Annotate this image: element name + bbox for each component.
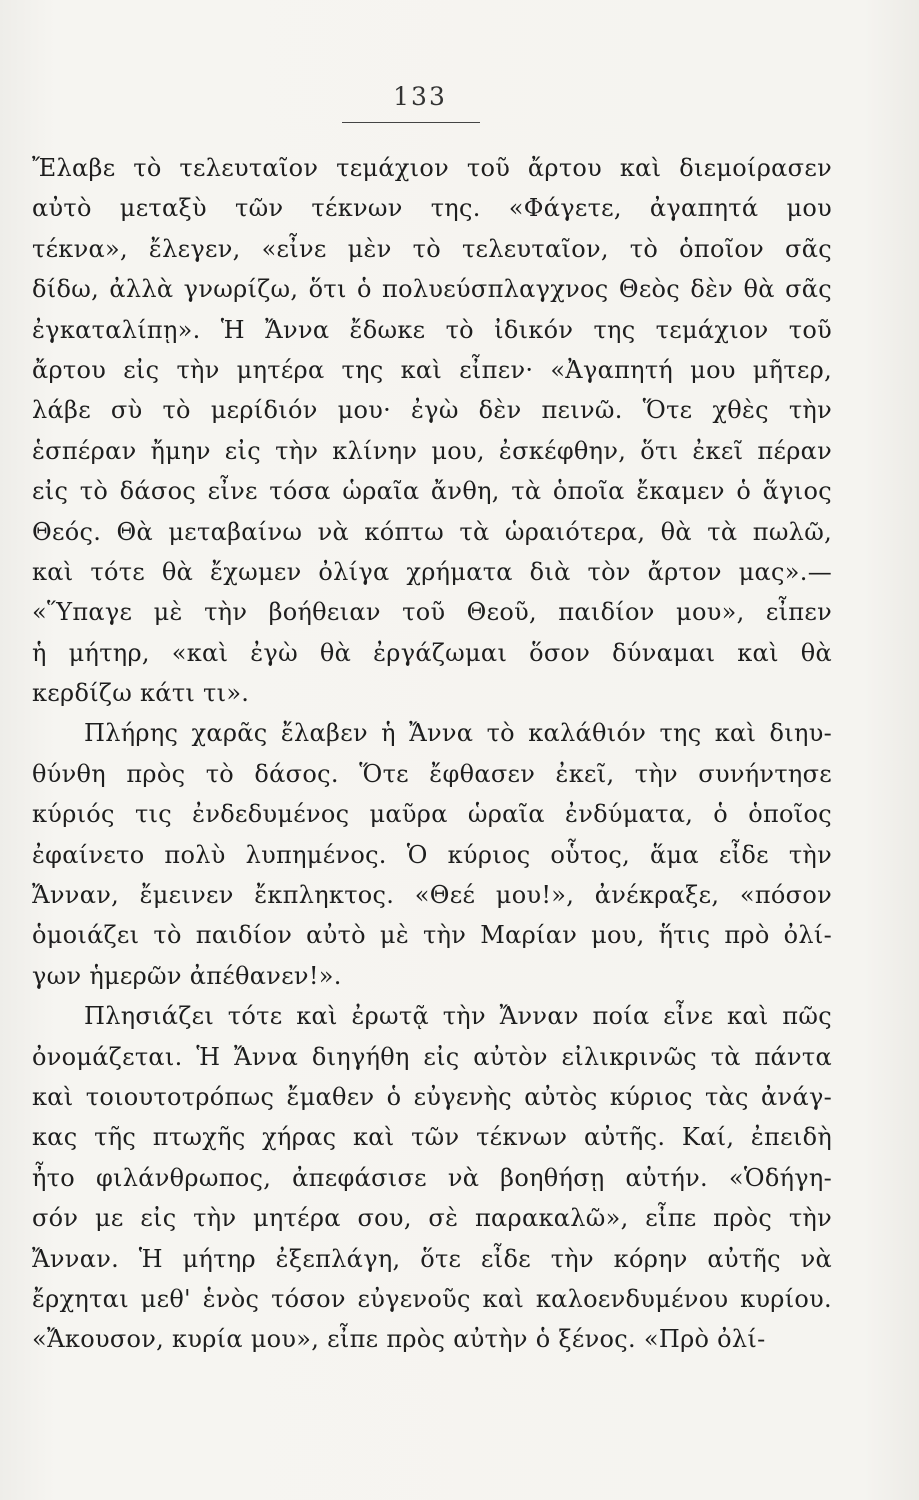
text-line: ἔρχηται μεθ' ἑνὸς τόσον εὐγενοῦς καὶ καλοενδυμένου κυρίου. [32, 1284, 832, 1313]
text-line: δίδω, ἀλλὰ γνωρίζω, ὅτι ὁ πολυεύσπλαγχνος Θεὸς δὲν θὰ σᾶς [32, 275, 832, 304]
text-line: γων ἡμερῶν ἀπέθανεν!». [32, 961, 342, 990]
text-line: Ἄνναν. Ἡ μήτηρ ἐξεπλάγη, ὅτε εἶδε τὴν κόρην αὐτῆς νὰ [32, 1244, 832, 1273]
text-line: καὶ τότε θὰ ἔχωμεν ὀλίγα χρήματα διὰ τὸν ἄρτον μας».— [32, 557, 832, 586]
paragraph [32, 148, 832, 713]
text-line: τέκνα», ἔλεγεν, «εἶνε μὲν τὸ τελευταῖον, τὸ ὁποῖον σᾶς [32, 234, 832, 263]
text-line: «Ἄκουσον, κυρία μου», εἶπε πρὸς αὐτὴν ὁ ξένος. «Πρὸ ὀλί- [32, 1325, 766, 1354]
paragraph [32, 996, 832, 1360]
text-line: ἐφαίνετο πολὺ λυπημένος. Ὁ κύριος οὗτος, ἅμα εἶδε τὴν [32, 840, 832, 869]
text-line: θύνθη πρὸς τὸ δάσος. Ὅτε ἔφθασεν ἐκεῖ, τὴν συνήντησε [32, 759, 832, 788]
page-number: 133 [393, 82, 447, 111]
page-number-rule [342, 122, 480, 123]
text-line: Θεός. Θὰ μεταβαίνω νὰ κόπτω τὰ ὡραιότερα, θὰ τὰ πωλῶ, [32, 517, 832, 546]
text-line: Πλήρης χαρᾶς ἔλαβεν ἡ Ἄννα τὸ καλάθιόν της καὶ διηυ- [84, 719, 832, 748]
text-line: «Ὕπαγε μὲ τὴν βοήθειαν τοῦ Θεοῦ, παιδίον μου», εἶπεν [32, 598, 832, 627]
text-line: ὁμοιάζει τὸ παιδίον αὐτὸ μὲ τὴν Μαρίαν μου, ἥτις πρὸ ὀλί- [32, 921, 832, 950]
text-line: αὐτὸ μεταξὺ τῶν τέκνων της. «Φάγετε, ἀγαπητά μου [32, 194, 832, 223]
text-line: Ἔλαβε τὸ τελευταῖον τεμάχιον τοῦ ἄρτου καὶ διεμοίρασεν [32, 154, 832, 182]
text-line: κερδίζω κάτι τι». [32, 679, 250, 708]
text-line: ἐγκαταλίπῃ». Ἡ Ἄννα ἔδωκε τὸ ἰδικόν της τεμάχιον τοῦ [32, 315, 832, 344]
text-line: ἑσπέραν ἤμην εἰς τὴν κλίνην μου, ἐσκέφθην, ὅτι ἐκεῖ πέραν [32, 436, 832, 465]
body-text [32, 148, 832, 1360]
text-line: κας τῆς πτωχῆς χήρας καὶ τῶν τέκνων αὐτῆς. Καί, ἐπειδὴ [32, 1123, 832, 1152]
text-line: ἡ μήτηρ, «καὶ ἐγὼ θὰ ἐργάζωμαι ὅσον δύναμαι καὶ θὰ [32, 638, 832, 667]
text-line: κύριός τις ἐνδεδυμένος μαῦρα ὡραῖα ἐνδύματα, ὁ ὁποῖος [32, 800, 832, 829]
text-line: ἄρτου εἰς τὴν μητέρα της καὶ εἶπεν· «Ἀγαπητή μου μῆτερ, [32, 355, 832, 384]
text-line: λάβε σὺ τὸ μερίδιόν μου· ἐγὼ δὲν πεινῶ. Ὅτε χθὲς τὴν [32, 396, 832, 425]
text-line: Πλησιάζει τότε καὶ ἐρωτᾷ τὴν Ἄνναν ποία εἶνε καὶ πῶς [84, 1002, 832, 1031]
text-line: εἰς τὸ δάσος εἶνε τόσα ὡραῖα ἄνθη, τὰ ὁποῖα ἔκαμεν ὁ ἅγιος [32, 477, 832, 506]
text-line: καὶ τοιουτοτρόπως ἔμαθεν ὁ εὐγενὴς αὐτὸς κύριος τὰς ἀνάγ- [32, 1082, 832, 1111]
text-line: ὀνομάζεται. Ἡ Ἄννα διηγήθη εἰς αὐτὸν εἰλικρινῶς τὰ πάντα [32, 1042, 832, 1071]
text-line: Ἄνναν, ἔμεινεν ἔκπληκτος. «Θεέ μου!», ἀνέκραξε, «πόσον [32, 881, 832, 910]
text-line: ἦτο φιλάνθρωπος, ἀπεφάσισε νὰ βοηθήσῃ αὐτήν. «Ὁδήγη- [32, 1163, 832, 1192]
text-line: σόν με εἰς τὴν μητέρα σου, σὲ παρακαλῶ», εἶπε πρὸς τὴν [32, 1204, 832, 1233]
paragraph [32, 713, 832, 996]
